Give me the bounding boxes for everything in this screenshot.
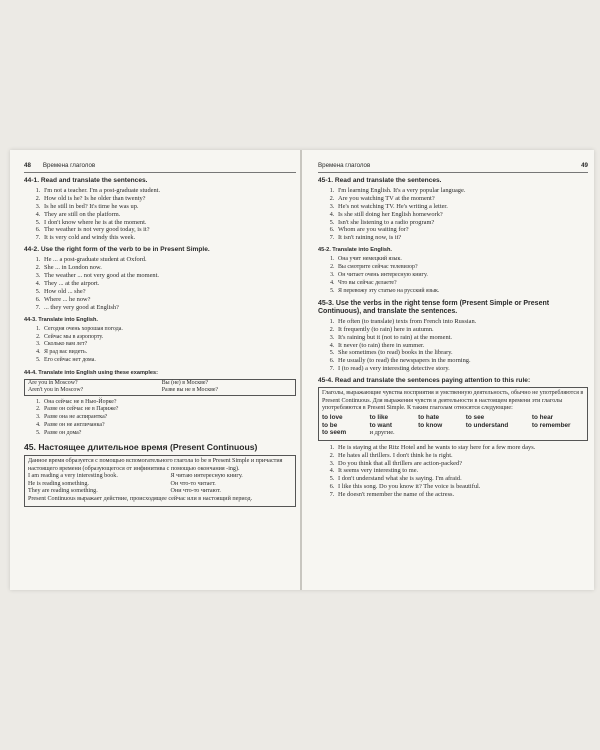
exercise-45-3-heading: 45-3. Use the verbs in the right tense form (Present Simple or Present Continuous), and translate the sentences. [318,299,550,315]
list-item: 1. Она сейчас не в Нью-Йорке? [42,399,296,407]
list-item: 5. I don't understand what she is saying. I'm afraid. [336,475,588,483]
list-item: 3. The weather ... not very good at the moment. [42,272,296,280]
example-row [28,473,292,481]
verb-item: to hate [418,413,440,421]
exercise-44-4-list [24,399,296,439]
list-item: 4. They ... at the airport. [42,280,296,288]
running-head-text-right: Времена глаголов [318,162,371,169]
example-en: He is reading something. [28,480,89,487]
exercise-45-2-list [318,256,588,296]
running-head-right [318,162,588,173]
exercise-45-2-heading: 45-2. Translate into English. [318,247,392,254]
list-item: 5. She sometimes (to read) books in the library. [336,349,588,357]
rule-text: Данное время образуется с помощью вспомогательного глагола to be в Present Simple и причастия настоящего времени (образующегося от инфинитива с помощью окончания -ing). [28,458,283,472]
exercise-45-4-heading: 45-4. Read and translate the sentences paying attention to this rule: [318,377,531,385]
verb-item: to seem [322,429,347,437]
verb-item: to love [322,413,343,421]
list-item: 6. The weather is not very good today, is it? [42,226,296,234]
exercise-44-1-list [24,187,296,242]
list-item: 3. He's not watching TV. He's writing a letter. [336,203,588,211]
list-item: 7. It isn't raining now, is it? [336,234,588,242]
exercise-44-4-examples [24,379,296,395]
list-item: 4. They are still on the platform. [42,211,296,219]
exercise-44-3-list [24,326,296,366]
book-gutter [300,150,302,590]
list-item: 7. I (to read) a very interesting detective story. [336,365,588,373]
exercise-44-4-heading: 44-4. Translate into English using these examples: [24,370,158,377]
list-item: 2. She ... in London now. [42,264,296,272]
list-item: 2. Вы смотрите сейчас телевизор? [336,264,588,272]
exercise-45-1-heading: 45-1. Read and translate the sentences. [318,176,442,184]
verb-item: to know [418,421,443,429]
list-item: 5. Разве он дома? [42,430,296,438]
list-item: 1. Она учит немецкий язык. [336,256,588,264]
list-item: 2. How old is he? Is he older than twenty? [42,195,296,203]
example-row [28,481,292,489]
list-item: 7. He doesn't remember the name of the actress. [336,491,588,499]
example-ru: Он что-то читает. [170,480,216,487]
exercise-44-1-heading: 44-1. Read and translate the sentences. [24,176,148,184]
example-en: Aren't you in Moscow? [28,387,84,394]
rule-text: Глаголы, выражающие чувства восприятия и умственную деятельность, обычно не употребляются в Present Continuous. Для выражения чувств и деятельности в настоящем времени эти глаголы употребляются в Present Simple. К таким глаголам относятся следующие: [322,390,584,412]
list-item: 6. I like this song. Do you know it? The voice is beautiful. [336,483,588,491]
list-item: 5. Я перевожу эту статью на русский язык. [336,288,588,296]
verb-item: to like [369,413,389,421]
list-item: 6. Whom are you waiting for? [336,226,588,234]
verb-item: to hear [531,413,554,421]
exercise-44-2-list [24,256,296,311]
section-45-title: 45. Настоящее длительное время (Present Continuous) [24,442,258,453]
list-item: 2. Are you watching TV at the moment? [336,195,588,203]
list-item: 7. ... they very good at English? [42,304,296,312]
running-head-left [24,162,296,173]
list-item: 4. Я рад вас видеть. [42,349,296,357]
exercise-45-4-rule-box [318,387,588,441]
list-item: 3. Is he still in bed? It's time he was up. [42,203,296,211]
page-number-left: 48 [24,162,31,169]
list-item: 3. It's raining but it (not to rain) at the moment. [336,334,588,342]
list-item: 6. Where ... he now? [42,296,296,304]
list-item: 4. Разве он не англичанка? [42,422,296,430]
list-item: 1. He is staying at the Ritz Hotel and he wants to stay here for a few more days. [336,444,588,452]
list-item: 3. Разве она не аспирантка? [42,414,296,422]
verb-item: to see [465,413,485,421]
list-item: 5. I don't know where he is at the moment. [42,219,296,227]
list-item: 6. He usually (to read) the newspapers in the morning. [336,357,588,365]
verb-item: to remember [531,421,571,429]
verb-item: to be [322,421,338,429]
example-ru: Разве вы не в Москве? [161,387,219,394]
list-item: 4. Is she still doing her English homework? [336,211,588,219]
example-row [28,488,292,496]
verb-list [322,413,584,438]
rule-text-2: Present Continuous выражает действие, происходящее сейчас или в настоящий период. [28,496,253,503]
section-45-rule-box [24,455,296,507]
example-en: I am reading a very interesting book. [28,473,118,480]
example-ru: Я читаю интересную книгу. [170,473,243,480]
list-item: 2. Сейчас мы в аэропорту. [42,334,296,342]
table-row [25,387,296,395]
list-item: 1. Сегодня очень хорошая погода. [42,326,296,334]
list-item: 5. How old ... she? [42,288,296,296]
exercise-44-2-heading: 44-2. Use the right form of the verb to be in Present Simple. [24,246,210,254]
list-item: 1. He often (to translate) texts from French into Russian. [336,318,588,326]
list-item: 2. Разве он сейчас не в Париже? [42,406,296,414]
exercise-45-1-list [318,187,588,242]
list-item: 1. I'm not a teacher. I'm a post-graduate student. [42,187,296,195]
list-item: 1. He ... a post-graduate student at Oxford. [42,256,296,264]
list-item: 4. Что вы сейчас делаете? [336,280,588,288]
exercise-45-3-list [318,318,588,373]
left-page [24,162,296,510]
right-page [318,162,588,499]
example-ru: Они что-то читают. [170,488,221,495]
exercise-44-3-heading: 44-3. Translate into English. [24,316,98,323]
exercise-45-4-list [318,444,588,499]
table-row [25,380,296,388]
list-item: 4. It seems very interesting to me. [336,467,588,475]
list-item: 3. Сколько вам лет? [42,341,296,349]
example-en: They are reading something. [28,488,98,495]
page-number-right: 49 [581,162,588,169]
list-item: 7. It is very cold and windy this week. [42,234,296,242]
example-ru: Вы (не) в Москве? [161,380,209,387]
list-item: 2. It frequently (to rain) here in autumn. [336,326,588,334]
running-head-text-left: Времена глаголов [42,162,96,169]
verb-item: to want [369,421,392,429]
list-item: 3. Он читает очень интересную книгу. [336,272,588,280]
list-item: 2. He hates all thrillers. I don't think he is right. [336,452,588,460]
list-item: 1. I'm learning English. It's a very popular language. [336,187,588,195]
list-item: 5. Его сейчас нет дома. [42,357,296,365]
verb-item: и другие. [369,429,395,437]
verb-item: to understand [465,421,509,429]
list-item: 4. It never (to rain) there in summer. [336,342,588,350]
example-en: Are you in Moscow? [28,380,78,387]
list-item: 3. Do you think that all thrillers are action-packed? [336,460,588,468]
list-item: 5. Isn't she listening to a radio program? [336,219,588,227]
